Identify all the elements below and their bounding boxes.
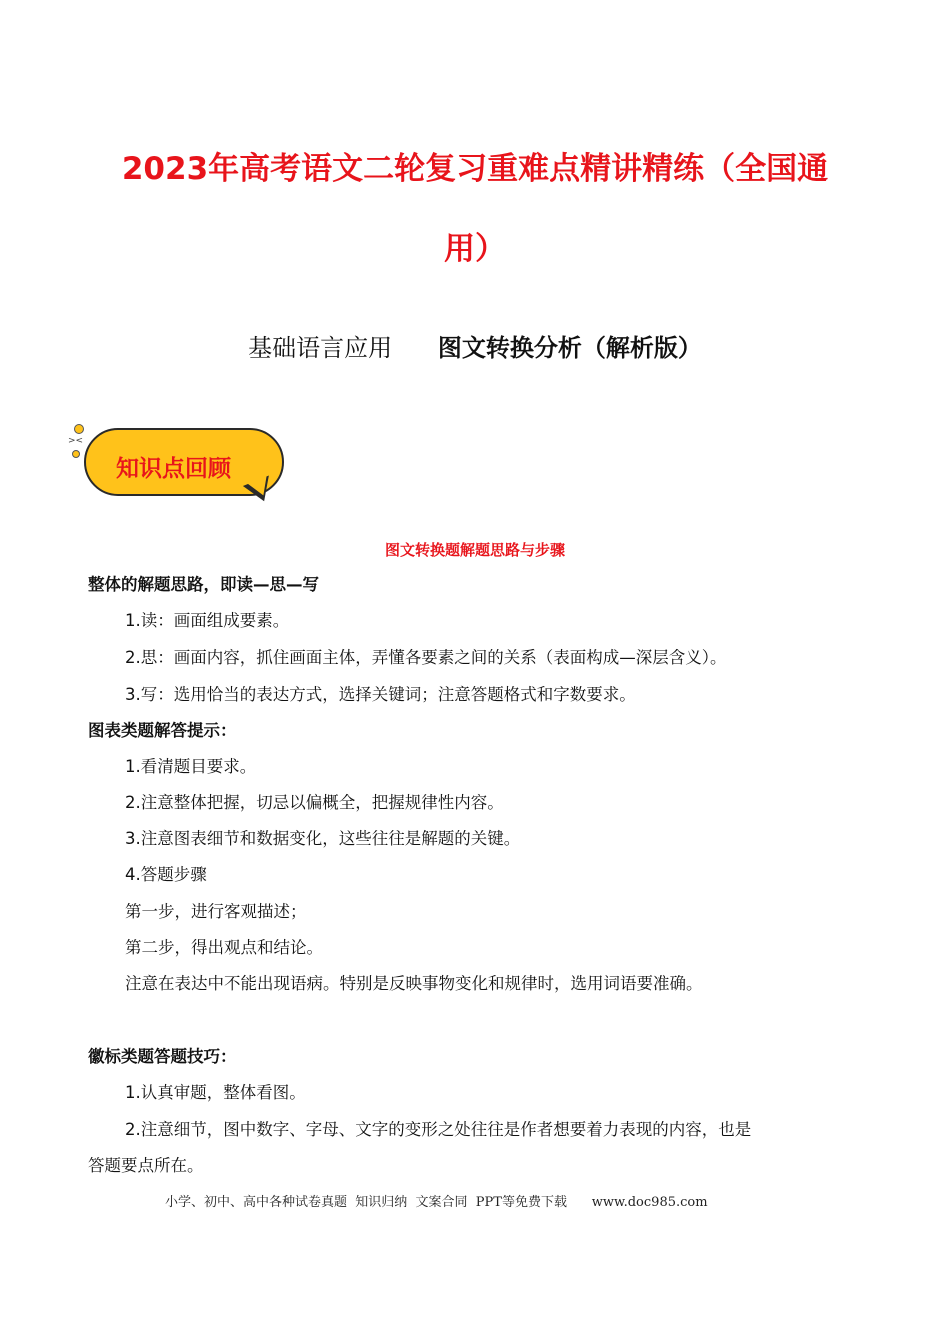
body-line: 2.注意整体把握，切忌以偏概全，把握规律性内容。: [125, 793, 504, 812]
body-line: 3.注意图表细节和数据变化，这些往往是解题的关键。: [125, 829, 521, 848]
badge-label: 知识点回顾: [116, 456, 231, 482]
body-line: 答题要点所在。: [88, 1156, 204, 1175]
body-line: 3.写：选用恰当的表达方式，选择关键词；注意答题格式和字数要求。: [125, 685, 636, 704]
body-line: 1.读：画面组成要素。: [125, 611, 290, 630]
body-line: 2.思：画面内容，抓住画面主体，弄懂各要素之间的关系（表面构成—深层含义）。: [125, 648, 727, 667]
body-heading: 徽标类题答题技巧：: [88, 1047, 237, 1066]
body-line: 1.看清题目要求。: [125, 757, 257, 776]
main-title-line-1: 2023年高考语文二轮复习重难点精讲精练（全国通: [121, 151, 829, 187]
body-heading: 图表类题解答提示：: [88, 721, 237, 740]
body-line: 2.注意细节，图中数字、字母、文字的变形之处往往是作者想要着力表现的内容，也是: [125, 1120, 752, 1139]
body-line: 注意在表达中不能出现语病。特别是反映事物变化和规律时，选用词语要准确。: [125, 974, 703, 993]
decor-dot-icon: [72, 450, 80, 458]
subtitle-category: 基础语言应用: [248, 334, 393, 362]
body-line: 第一步，进行客观描述；: [125, 902, 307, 921]
footer-url[interactable]: www.doc985.com: [591, 1195, 708, 1210]
body-heading: 整体的解题思路，即读—思—写: [88, 575, 319, 594]
body-line: 第二步，得出观点和结论。: [125, 938, 323, 957]
decor-mark-icon: ><: [68, 436, 84, 446]
body-line: 4.答题步骤: [125, 865, 207, 884]
decor-dot-icon: [74, 424, 84, 434]
main-title-line-2: 用）: [444, 231, 506, 267]
subtitle: [88, 328, 862, 363]
knowledge-review-badge: [66, 420, 296, 510]
footer-text: 小学、初中、高中各种试卷真题 知识归纳 文案合同 PPT等免费下载: [165, 1195, 567, 1210]
section-title: 图文转换题解题思路与步骤: [384, 541, 565, 559]
body-line: 1.认真审题，整体看图。: [125, 1083, 306, 1102]
subtitle-topic: 图文转换分析（解析版）: [437, 334, 702, 362]
page-footer: [165, 1191, 708, 1210]
